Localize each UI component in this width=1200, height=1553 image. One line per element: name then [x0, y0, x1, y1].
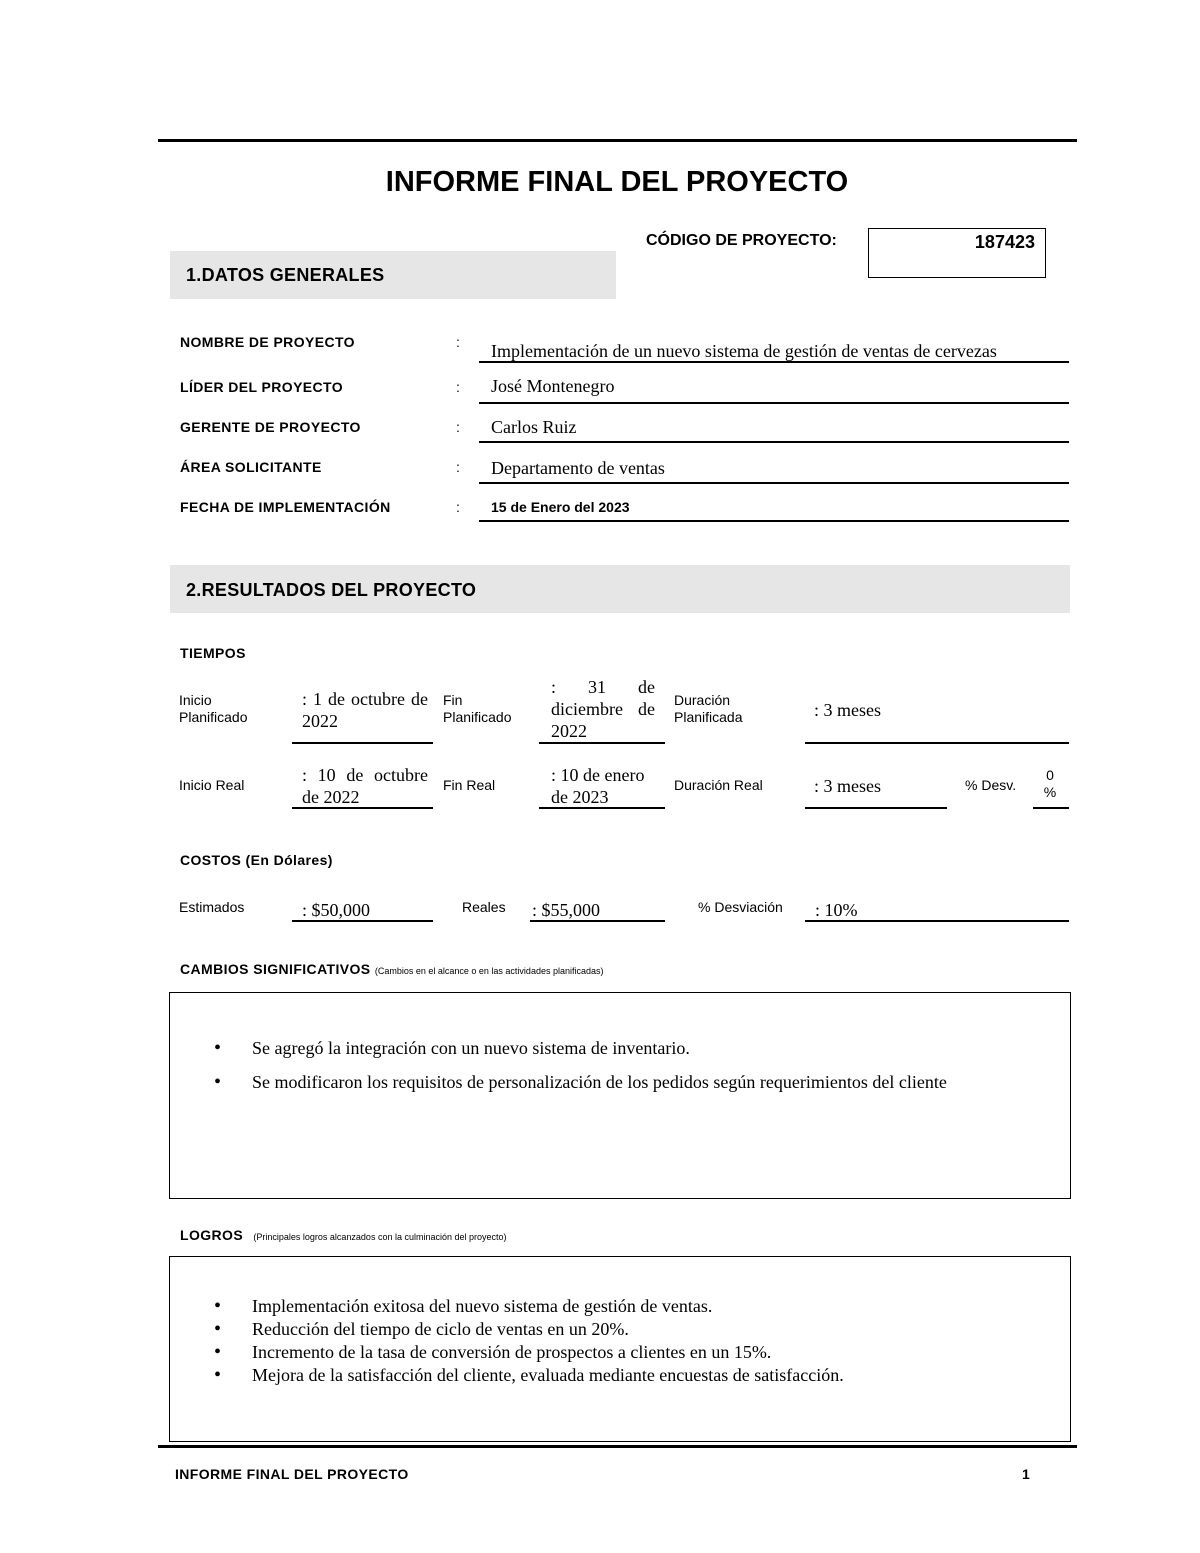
inicio-real-value: : 10 de octubre de 2022 — [302, 765, 428, 807]
footer-title: INFORME FINAL DEL PROYECTO — [175, 1466, 409, 1482]
duracion-real-value: : 3 meses — [814, 776, 881, 796]
inicio-real-label: Inicio Real — [179, 777, 245, 793]
field-label: ÁREA SOLICITANTE — [180, 459, 322, 475]
section2-heading: 2.RESULTADOS DEL PROYECTO — [186, 580, 477, 600]
fin-planificado-underline — [539, 742, 665, 744]
field-underline — [479, 402, 1069, 404]
project-code-value: 187423 — [974, 232, 1035, 252]
desviacion-value: : 10% — [815, 900, 858, 920]
footer-page-number: 1 — [1022, 1466, 1031, 1482]
costos-heading: COSTOS (En Dólares) — [180, 852, 333, 868]
estimados-label: Estimados — [179, 899, 245, 915]
list-item: • Mejora de la satisfacción del cliente, evaluada mediante encuestas de satisfacción. — [214, 1364, 844, 1387]
duracion-planificada-underline — [805, 742, 1069, 744]
project-code-box — [868, 228, 1046, 278]
inicio-planificado-value: : 1 de octubre de 2022 — [302, 689, 428, 731]
field-colon: : — [456, 419, 460, 435]
cambios-heading-row — [180, 961, 604, 977]
cambios-note: (Cambios en el alcance o en las actividades planificadas) — [374, 966, 604, 976]
list-item: • Reducción del tiempo de ciclo de ventas en un 20%. — [214, 1318, 844, 1341]
estimados-value: : $50,000 — [302, 900, 371, 920]
field-colon: : — [456, 334, 460, 350]
tiempos-heading: TIEMPOS — [180, 645, 246, 661]
logros-box — [169, 1256, 1071, 1442]
fin-planificado-value: : 31 de diciembre de 2022 — [551, 677, 655, 741]
list-item: • Se modificaron los requisitos de personalización de los pedidos según requerimientos del cliente — [214, 1065, 947, 1099]
desv-underline — [1033, 807, 1069, 809]
desviacion-underline — [805, 920, 1069, 922]
desv-value: 0 % — [1043, 767, 1057, 800]
cambios-heading: CAMBIOS SIGNIFICATIVOS — [180, 961, 371, 977]
desviacion-label: % Desviación — [698, 899, 783, 915]
reales-label: Reales — [462, 899, 506, 915]
field-colon: : — [456, 379, 460, 395]
field-value: Implementación de un nuevo sistema de gestión de ventas de cervezas — [491, 341, 997, 361]
duracion-planificada-label: Duración Planificada — [674, 692, 743, 725]
duracion-real-underline — [805, 807, 947, 809]
inicio-planificado-underline — [292, 742, 433, 744]
duracion-planificada-value: : 3 meses — [814, 700, 881, 720]
fin-real-underline — [539, 807, 665, 809]
field-value: José Montenegro — [491, 376, 615, 396]
reales-underline — [530, 920, 665, 922]
list-item: • Incremento de la tasa de conversión de prospectos a clientes en un 15%. — [214, 1341, 844, 1364]
reales-value: : $55,000 — [532, 900, 601, 920]
inicio-real-underline — [292, 807, 433, 809]
inicio-planificado-label: Inicio Planificado — [179, 692, 248, 725]
cambios-box — [169, 992, 1071, 1199]
logros-note: (Principales logros alcanzados con la culminación del proyecto) — [253, 1232, 507, 1242]
field-label: FECHA DE IMPLEMENTACIÓN — [180, 499, 391, 515]
cambios-list — [214, 1031, 947, 1099]
project-code-label: CÓDIGO DE PROYECTO: — [646, 232, 837, 249]
field-underline — [479, 520, 1069, 522]
fin-planificado-label: Fin Planificado — [443, 692, 512, 725]
estimados-underline — [292, 920, 433, 922]
fin-real-value: : 10 de enero de 2023 — [551, 765, 645, 807]
section1-heading: 1.DATOS GENERALES — [186, 265, 385, 285]
footer-rule — [158, 1445, 1077, 1448]
field-underline — [479, 482, 1069, 484]
field-value: Departamento de ventas — [491, 458, 665, 478]
logros-list — [214, 1295, 844, 1387]
field-value: Carlos Ruiz — [491, 417, 577, 437]
field-underline — [479, 361, 1069, 363]
field-colon: : — [456, 499, 460, 515]
field-label: NOMBRE DE PROYECTO — [180, 334, 355, 350]
field-value: 15 de Enero del 2023 — [491, 499, 630, 515]
list-item: • Implementación exitosa del nuevo sistema de gestión de ventas. — [214, 1295, 844, 1318]
field-colon: : — [456, 459, 460, 475]
desv-label: % Desv. — [965, 777, 1017, 793]
field-label: LÍDER DEL PROYECTO — [180, 379, 344, 395]
field-underline — [479, 441, 1069, 443]
logros-heading: LOGROS — [180, 1227, 244, 1243]
document-title: INFORME FINAL DEL PROYECTO — [385, 166, 849, 198]
top-rule — [158, 139, 1077, 142]
field-label: GERENTE DE PROYECTO — [180, 419, 361, 435]
fin-real-label: Fin Real — [443, 777, 496, 793]
duracion-real-label: Duración Real — [674, 777, 763, 793]
logros-heading-row — [180, 1227, 507, 1243]
list-item: • Se agregó la integración con un nuevo sistema de inventario. — [214, 1031, 947, 1065]
